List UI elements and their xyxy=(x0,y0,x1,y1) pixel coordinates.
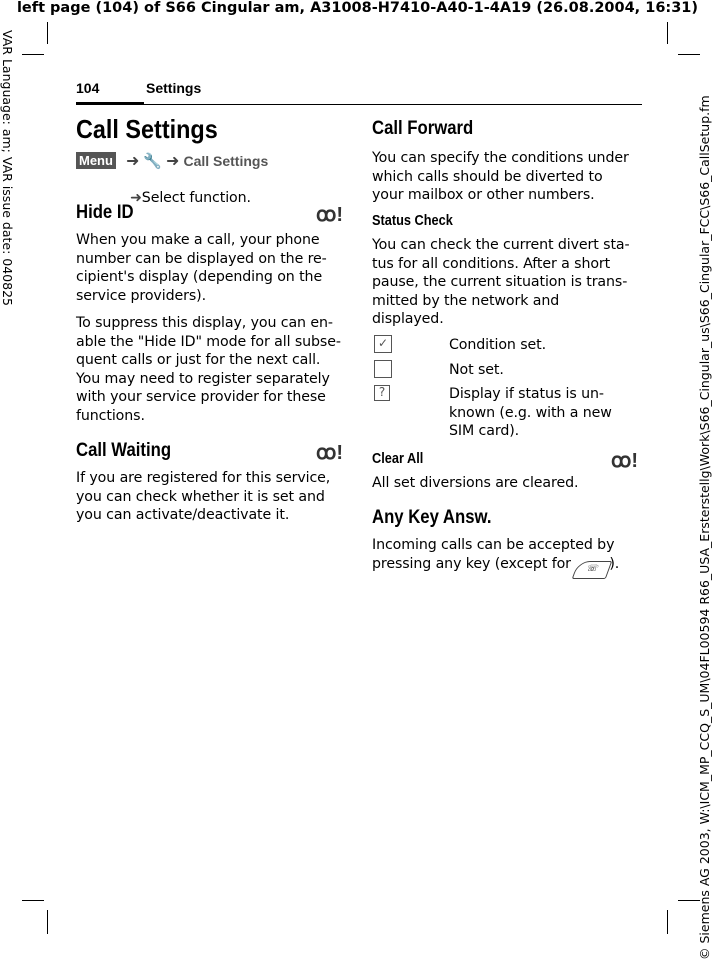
side-info-right: © Siemens AG 2003, W:\ICM_MP_CCQ_S_UM\04FL00594 R66_USA_Ersterstellg\Work\S66_Cingular_us\S66_Cingular_FCC\S66_CallSetup.fm xyxy=(697,95,712,960)
clear-all-text: All set diversions are cleared. xyxy=(372,475,579,491)
print-header: left page (104) of S66 Cingular am, A31008-H7410-A40-1-4A19 (26.08.2004, 16:31) xyxy=(16,0,699,16)
unknown-box-icon: ? xyxy=(374,385,390,401)
header-rule-accent xyxy=(76,102,144,105)
hide-id-text-1: When you make a call, your phone number can be displayed on the re- cipient's display (depending on the service providers). xyxy=(76,232,327,304)
page-title: Call Settings xyxy=(76,114,218,144)
heading-status-check: Status Check xyxy=(372,213,453,229)
network-service-icon: ꝏ! xyxy=(316,204,344,226)
any-key-text xyxy=(372,536,619,579)
any-key-text-end: ). xyxy=(609,555,620,572)
heading-any-key-answer: Any Key Answ. xyxy=(372,507,492,528)
menu-key: Menu xyxy=(76,152,116,169)
arrow-icon: ➜ xyxy=(130,189,142,206)
network-service-icon: ꝏ! xyxy=(316,442,344,464)
header-rule xyxy=(76,104,642,105)
call-forward-text: You can specify the conditions under which calls should be diverted to your mailbox or other numbers. xyxy=(372,150,629,204)
side-info-left: VAR Language: am; VAR issue date: 040825 xyxy=(0,30,15,306)
wrench-icon: 🔧 xyxy=(143,151,163,170)
arrow-icon: ➜ xyxy=(166,151,180,170)
status-item-text: Not set. xyxy=(449,362,504,378)
end-call-key-icon: ☏ xyxy=(572,561,613,579)
status-item-text: Condition set. xyxy=(449,337,547,353)
status-item-text: Display if status is un- known (e.g. with a new SIM card). xyxy=(449,386,612,440)
select-instruction xyxy=(130,170,251,207)
network-service-icon: ꝏ! xyxy=(611,450,639,472)
page-number: 104 xyxy=(76,80,100,96)
status-check-text: You can check the current divert sta- tus for all conditions. After a short pause, the current situation is trans- mitted by the network and displayed. xyxy=(372,237,630,328)
checked-box-icon: ✓ xyxy=(374,335,392,353)
menu-path-item: Call Settings xyxy=(183,152,269,169)
heading-call-waiting: Call Waiting xyxy=(76,440,172,461)
menu-path xyxy=(76,151,268,170)
heading-clear-all: Clear All xyxy=(372,451,424,467)
any-key-text-main: Incoming calls can be accepted by pressing any key (except for xyxy=(372,537,615,572)
empty-box-icon xyxy=(374,360,392,378)
arrow-icon: ➜ xyxy=(125,151,140,170)
hide-id-text-2: To suppress this display, you can en- able the "Hide ID" mode for all subse- quent calls or just for the next call. You may need to register separately with your service provider for these functions. xyxy=(76,315,341,424)
heading-call-forward: Call Forward xyxy=(372,118,474,139)
section-title: Settings xyxy=(146,80,202,96)
select-text: Select function. xyxy=(141,189,251,206)
call-waiting-text: If you are registered for this service, you can check whether it is set and you can activate/deactivate it. xyxy=(76,470,331,524)
heading-hide-id: Hide ID xyxy=(76,202,134,223)
